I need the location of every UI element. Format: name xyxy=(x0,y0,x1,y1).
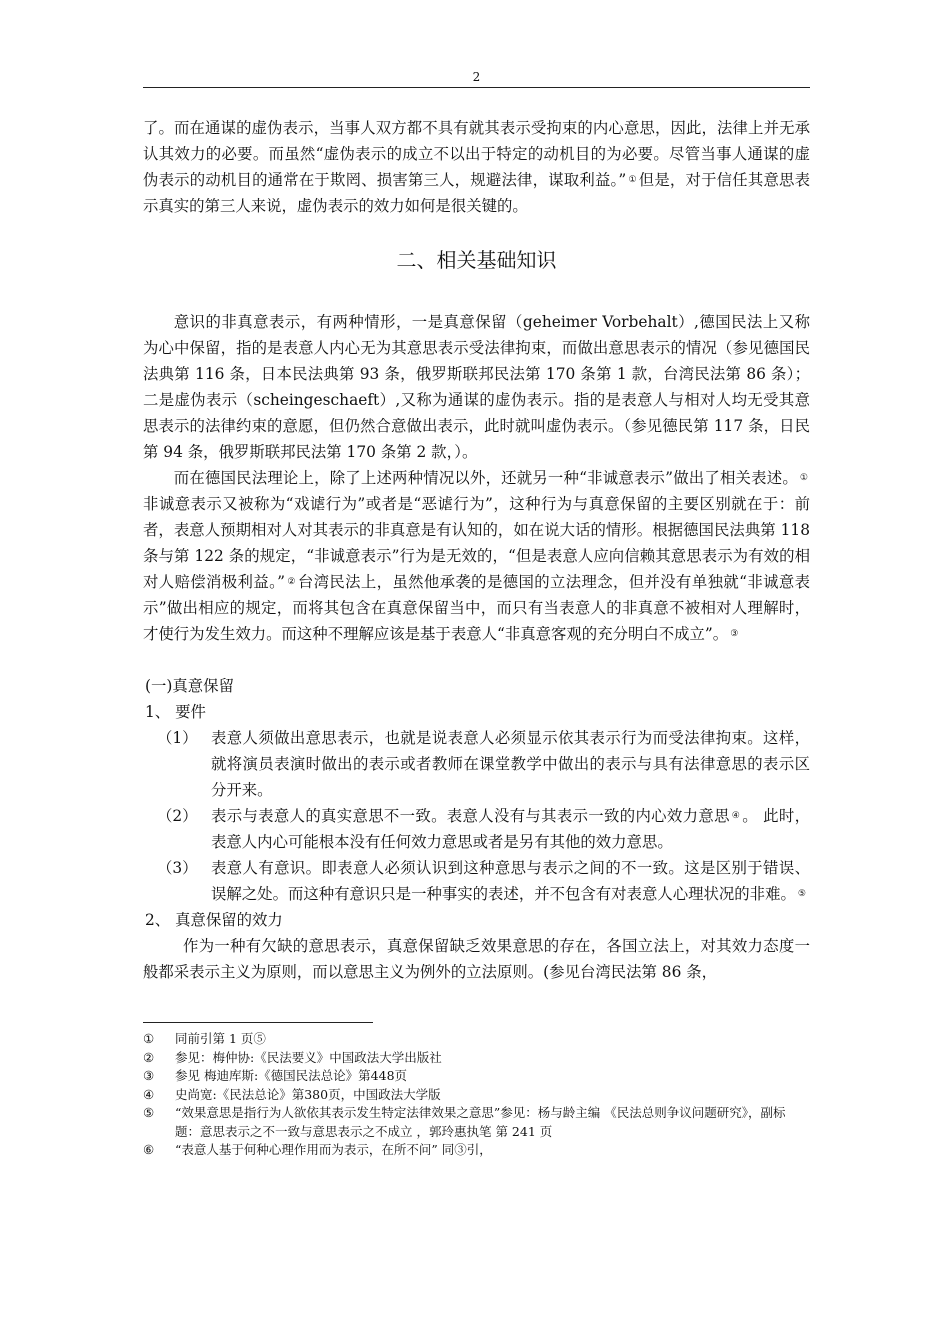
effect-paragraph: 作为一种有欠缺的意思表示，真意保留缺乏效果意思的存在，各国立法上，对其效力态度一般都采表示主义为原则，而以意思主义为例外的立法原则。(参见台湾民法第 86 条， xyxy=(143,937,810,981)
subsection-title: (一)真意保留 xyxy=(145,677,234,695)
para2-text-c: 台湾民法上，虽然他承袭的是德国的立法理念，但并没有单独就“非诚意表示”做出相应的规定，而将其包含在真意保留当中，而只有当表意人的非真意不被相对人理解时，才使行为发生效力。而这种不理解应该是基于表意人“非真意客观的充分明白不成立”。 xyxy=(143,573,810,643)
intro-text: 了。而在通谋的虚伪表示，当事人双方都不具有就其表示受拘束的内心意思，因此，法律上并无承认其效力的必要。而虽然“虚伪表示的成立不以出于特定的动机目的为必要。尽管当事人通谋的虚伪表示的动机目的通常在于欺罔、损害第三人，规避法律，谋取利益。” xyxy=(143,119,810,189)
footnote-item xyxy=(143,1104,810,1141)
item3-text: 表意人有意识。即表意人必须认识到这种意思与表示之间的不一致。这是区别于错误、误解之处。而这种有意识只是一种事实的表述，并不包含有对表意人心理状况的非难。 xyxy=(211,859,810,903)
footnote-mark: ① xyxy=(143,1031,155,1046)
list-item-text xyxy=(211,803,810,855)
footnote-item xyxy=(143,1049,810,1068)
footnote-item xyxy=(143,1067,810,1086)
document-body xyxy=(143,115,810,985)
footnote-ref-2[interactable]: ② xyxy=(287,577,296,587)
list-item-text xyxy=(211,855,810,907)
list-item xyxy=(143,725,810,803)
footnote-ref-4[interactable]: ④ xyxy=(731,811,741,821)
list-item xyxy=(143,855,810,907)
footnote-text: 同前引第 1 页⑤ xyxy=(175,1031,266,1046)
footnote-ref-3[interactable]: ③ xyxy=(730,629,739,639)
requirements-title: 1、 要件 xyxy=(145,703,206,721)
para2-text-b: 非诚意表示又被称为“戏谑行为”或者是“恶谑行为”，这种行为与真意保留的主要区别就在于：前者，表意人预期相对人对其表示的非真意是有认知的，如在说大话的情形。根据德国民法典第 118 条与第 122 条的规定，“非诚意表示”行为是无效的，“但是表意人应向信赖其意思表示为有效的相对人赔偿消极利益。” xyxy=(143,495,810,591)
page-number: 2 xyxy=(472,70,481,84)
footnote-text: “效果意思是指行为人欲依其表示发生特定法律效果之意思”参见：杨与龄主编 《民法总则争议问题研究》，副标题：意思表示之不一致与意思表示之不成立 ，郭玲惠执笔 第 241 页 xyxy=(175,1105,786,1139)
footnote-item xyxy=(143,1086,810,1105)
footnote-mark: ④ xyxy=(143,1086,155,1102)
footnote-divider xyxy=(143,1022,373,1023)
list-item-number: （2） xyxy=(157,807,198,825)
footnotes xyxy=(143,1030,810,1160)
list-item-text: 表意人须做出意思表示，也就是说表意人必须显示依其表示行为而受法律拘束。这样，就将演员表演时做出的表示或者教师在课堂教学中做出的表示与具有法律意思的表示区分开来。 xyxy=(211,729,810,799)
footnote-ref-1b[interactable]: ① xyxy=(799,473,808,483)
list-item-number: （3） xyxy=(157,859,198,877)
footnote-item xyxy=(143,1141,810,1160)
footnote-text: 史尚宽:《民法总论》第380页，中国政法大学版 xyxy=(175,1086,441,1102)
header-divider xyxy=(143,87,810,88)
intro-tail: 但是，对于信任其意思表示真实的第三人来说，虚伪表示的效力如何是很关键的。 xyxy=(143,171,810,215)
footnote-mark: ⑤ xyxy=(143,1105,155,1120)
footnote-text: 参见：梅仲协:《民法要义》中国政法大学出版社 xyxy=(175,1049,442,1065)
para2-text-a: 而在德国民法理论上，除了上述两种情况以外，还就另一种“非诚意表示”做出了相关表述。 xyxy=(173,469,798,487)
effect-title: 2、 真意保留的效力 xyxy=(145,911,283,929)
item2-text: 表示与表意人的真实意思不一致。表意人没有与其表示一致的内心效力意思 xyxy=(211,807,730,825)
paragraph-2 xyxy=(143,465,810,647)
footnote-item xyxy=(143,1030,810,1049)
list-item-number: （1） xyxy=(157,729,198,747)
footnote-text: 参见 梅迪库斯:《德国民法总论》第448页 xyxy=(175,1068,408,1083)
intro-paragraph xyxy=(143,115,810,219)
item2-tail: 。 此时，表意人内心可能根本没有任何效力意思或者是另有其他的效力意思。 xyxy=(211,807,810,851)
footnote-text: “表意人基于何种心理作用而为表示，在所不问” 同③引， xyxy=(175,1142,492,1157)
section-title: 二、相关基础知识 xyxy=(396,248,557,272)
footnote-ref-5[interactable]: ⑤ xyxy=(797,889,806,899)
paragraph-1: 意识的非真意表示，有两种情形，一是真意保留（geheimer Vorbehalt）,德国民法上又称为心中保留，指的是表意人内心无为其意思表示受法律拘束，而做出意思表示的情况（参见德国民法典第 116 条，日本民法典第 93 条，俄罗斯联邦民法第 170 条第 1 款，台湾民法第 86 条）；二是虚伪表示（scheingeschaeft）,又称为通谋的虚伪表示。指的是表意人与相对人均无受其意思表示的法律约束的意愿，但仍然合意做出表示，此时就叫虚伪表示。（参见德民第 117 条，日民第 94 条，俄罗斯联邦民法第 170 条第 2 款，）。 xyxy=(143,313,810,461)
list-item xyxy=(143,803,810,855)
footnote-mark: ③ xyxy=(143,1068,155,1083)
footnote-mark: ② xyxy=(143,1049,155,1065)
footnote-ref-1[interactable]: ① xyxy=(628,175,637,185)
footnote-mark: ⑥ xyxy=(143,1142,155,1157)
